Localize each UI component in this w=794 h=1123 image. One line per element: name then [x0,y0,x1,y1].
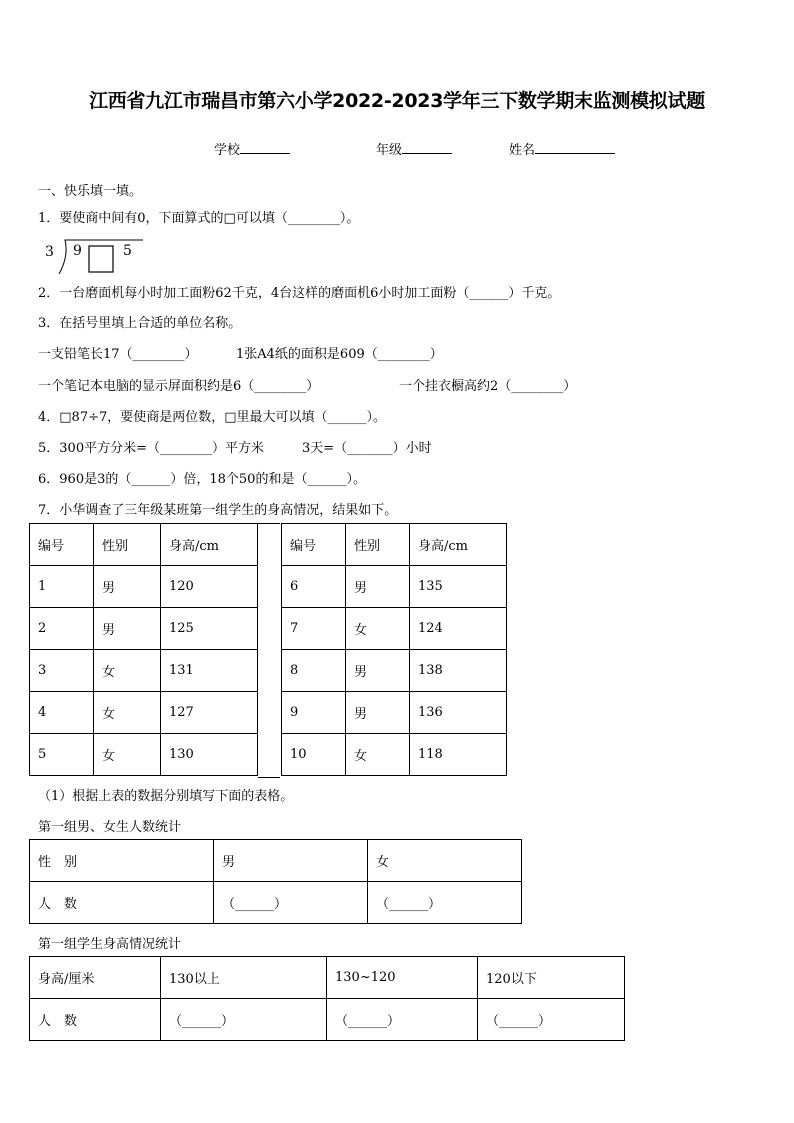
table-cell: 男 [94,608,161,650]
school-blank [240,139,290,154]
grade-label: 年级 [376,143,403,158]
page-title: 江西省九江市瑞昌市第六小学2022-2023学年三下数学期末监测模拟试题 [89,90,705,112]
question-1: 1．要使商中间有0，下面算式的□可以填（________）。 [38,211,360,226]
table-cell: 130 [161,734,258,776]
table-cell: 女 [94,650,161,692]
table-row [30,734,258,776]
grade-field [376,139,452,158]
answer-blank[interactable]: （______） [327,999,478,1041]
table-cell: 124 [410,608,507,650]
header-cell: 身高/cm [161,524,258,566]
name-field [509,139,615,158]
table-cell: 118 [410,734,507,776]
table-row [30,692,258,734]
table-row [282,566,507,608]
table-cell: 性 别 [30,840,214,882]
table-row [282,692,507,734]
answer-blank[interactable]: （______） [368,882,522,924]
table-cell: 男 [346,650,410,692]
table-cell: 6 [282,566,346,608]
long-division [43,238,153,278]
question-3a: 一支铅笔长17（________） [38,347,198,362]
table-cell: 身高/厘米 [30,957,161,999]
table-cell: 10 [282,734,346,776]
question-3: 3．在括号里填上合适的单位名称。 [38,316,242,331]
table-row [30,957,625,999]
header-cell: 性别 [94,524,161,566]
table-cell: 男 [94,566,161,608]
table-cell: 4 [30,692,94,734]
answer-blank[interactable]: （______） [214,882,368,924]
table-cell: 130以上 [161,957,327,999]
question-3b: 1张A4纸的面积是609（________） [236,347,443,362]
table-cell: 人 数 [30,999,161,1041]
header-cell: 身高/cm [410,524,507,566]
table-row [30,882,522,924]
question-6: 6．960是3的（______）倍，18个50的和是（______）。 [38,472,366,487]
height-table-left [29,523,258,776]
table-cell: 3 [30,650,94,692]
header-cell: 性别 [346,524,410,566]
header-cell: 编号 [282,524,346,566]
header-cell: 编号 [30,524,94,566]
table-cell: 135 [410,566,507,608]
height-stat-caption: 第一组学生身高情况统计 [38,937,182,952]
gender-table [29,839,522,924]
question-5b: 3天=（_______）小时 [302,441,432,456]
question-7-1: （1）根据上表的数据分别填写下面的表格。 [38,789,294,804]
table-row [30,999,625,1041]
table-cell: 女 [346,734,410,776]
name-blank [535,139,615,154]
table-cell: 120以下 [478,957,625,999]
school-field [214,139,290,158]
table-row [282,734,507,776]
table-row [30,840,522,882]
division-bracket [43,238,153,278]
table-row [282,650,507,692]
table-cell: 138 [410,650,507,692]
table-cell: 127 [161,692,258,734]
dividend-digit-3: 5 [123,243,132,259]
table-cell: 8 [282,650,346,692]
question-3c: 一个笔记本电脑的显示屏面积约是6（________） [38,379,320,394]
height-table-right [281,523,507,776]
table-header-row [30,524,258,566]
table-cell: 130~120 [327,957,478,999]
table-cell: 120 [161,566,258,608]
table-cell: 131 [161,650,258,692]
table-cell: 女 [94,734,161,776]
name-label: 姓名 [509,143,536,158]
table-cell: 男 [346,566,410,608]
question-3d: 一个挂衣橱高约2（________） [399,379,577,394]
table-divider [258,523,280,778]
table-cell: 男 [346,692,410,734]
table-cell: 125 [161,608,258,650]
table-cell: 男 [214,840,368,882]
divisor: 3 [45,244,54,260]
table-cell: 女 [346,608,410,650]
answer-blank[interactable]: （______） [161,999,327,1041]
section-heading: 一、快乐填一填。 [38,184,143,199]
question-4: 4．□87÷7，要使商是两位数，□里最大可以填（______）。 [38,410,387,425]
dividend-digit-1: 9 [73,243,82,259]
height-stat-table [29,956,625,1041]
question-2: 2．一台磨面机每小时加工面粉62千克，4台这样的磨面机6小时加工面粉（______）千克。 [38,286,561,301]
table-cell: 136 [410,692,507,734]
table-cell: 7 [282,608,346,650]
table-row [30,650,258,692]
gender-table-caption: 第一组男、女生人数统计 [38,820,182,835]
table-header-row [282,524,507,566]
table-cell: 女 [368,840,522,882]
school-label: 学校 [214,143,241,158]
question-5a: 5．300平方分米=（________）平方米 [38,441,264,456]
table-cell: 9 [282,692,346,734]
grade-blank [402,139,452,154]
table-cell: 人 数 [30,882,214,924]
table-row [30,566,258,608]
table-cell: 1 [30,566,94,608]
table-cell: 5 [30,734,94,776]
table-row [282,608,507,650]
question-7: 7．小华调查了三年级某班第一组学生的身高情况，结果如下。 [38,503,398,518]
table-cell: 女 [94,692,161,734]
table-row [30,608,258,650]
table-cell: 2 [30,608,94,650]
answer-blank[interactable]: （______） [478,999,625,1041]
